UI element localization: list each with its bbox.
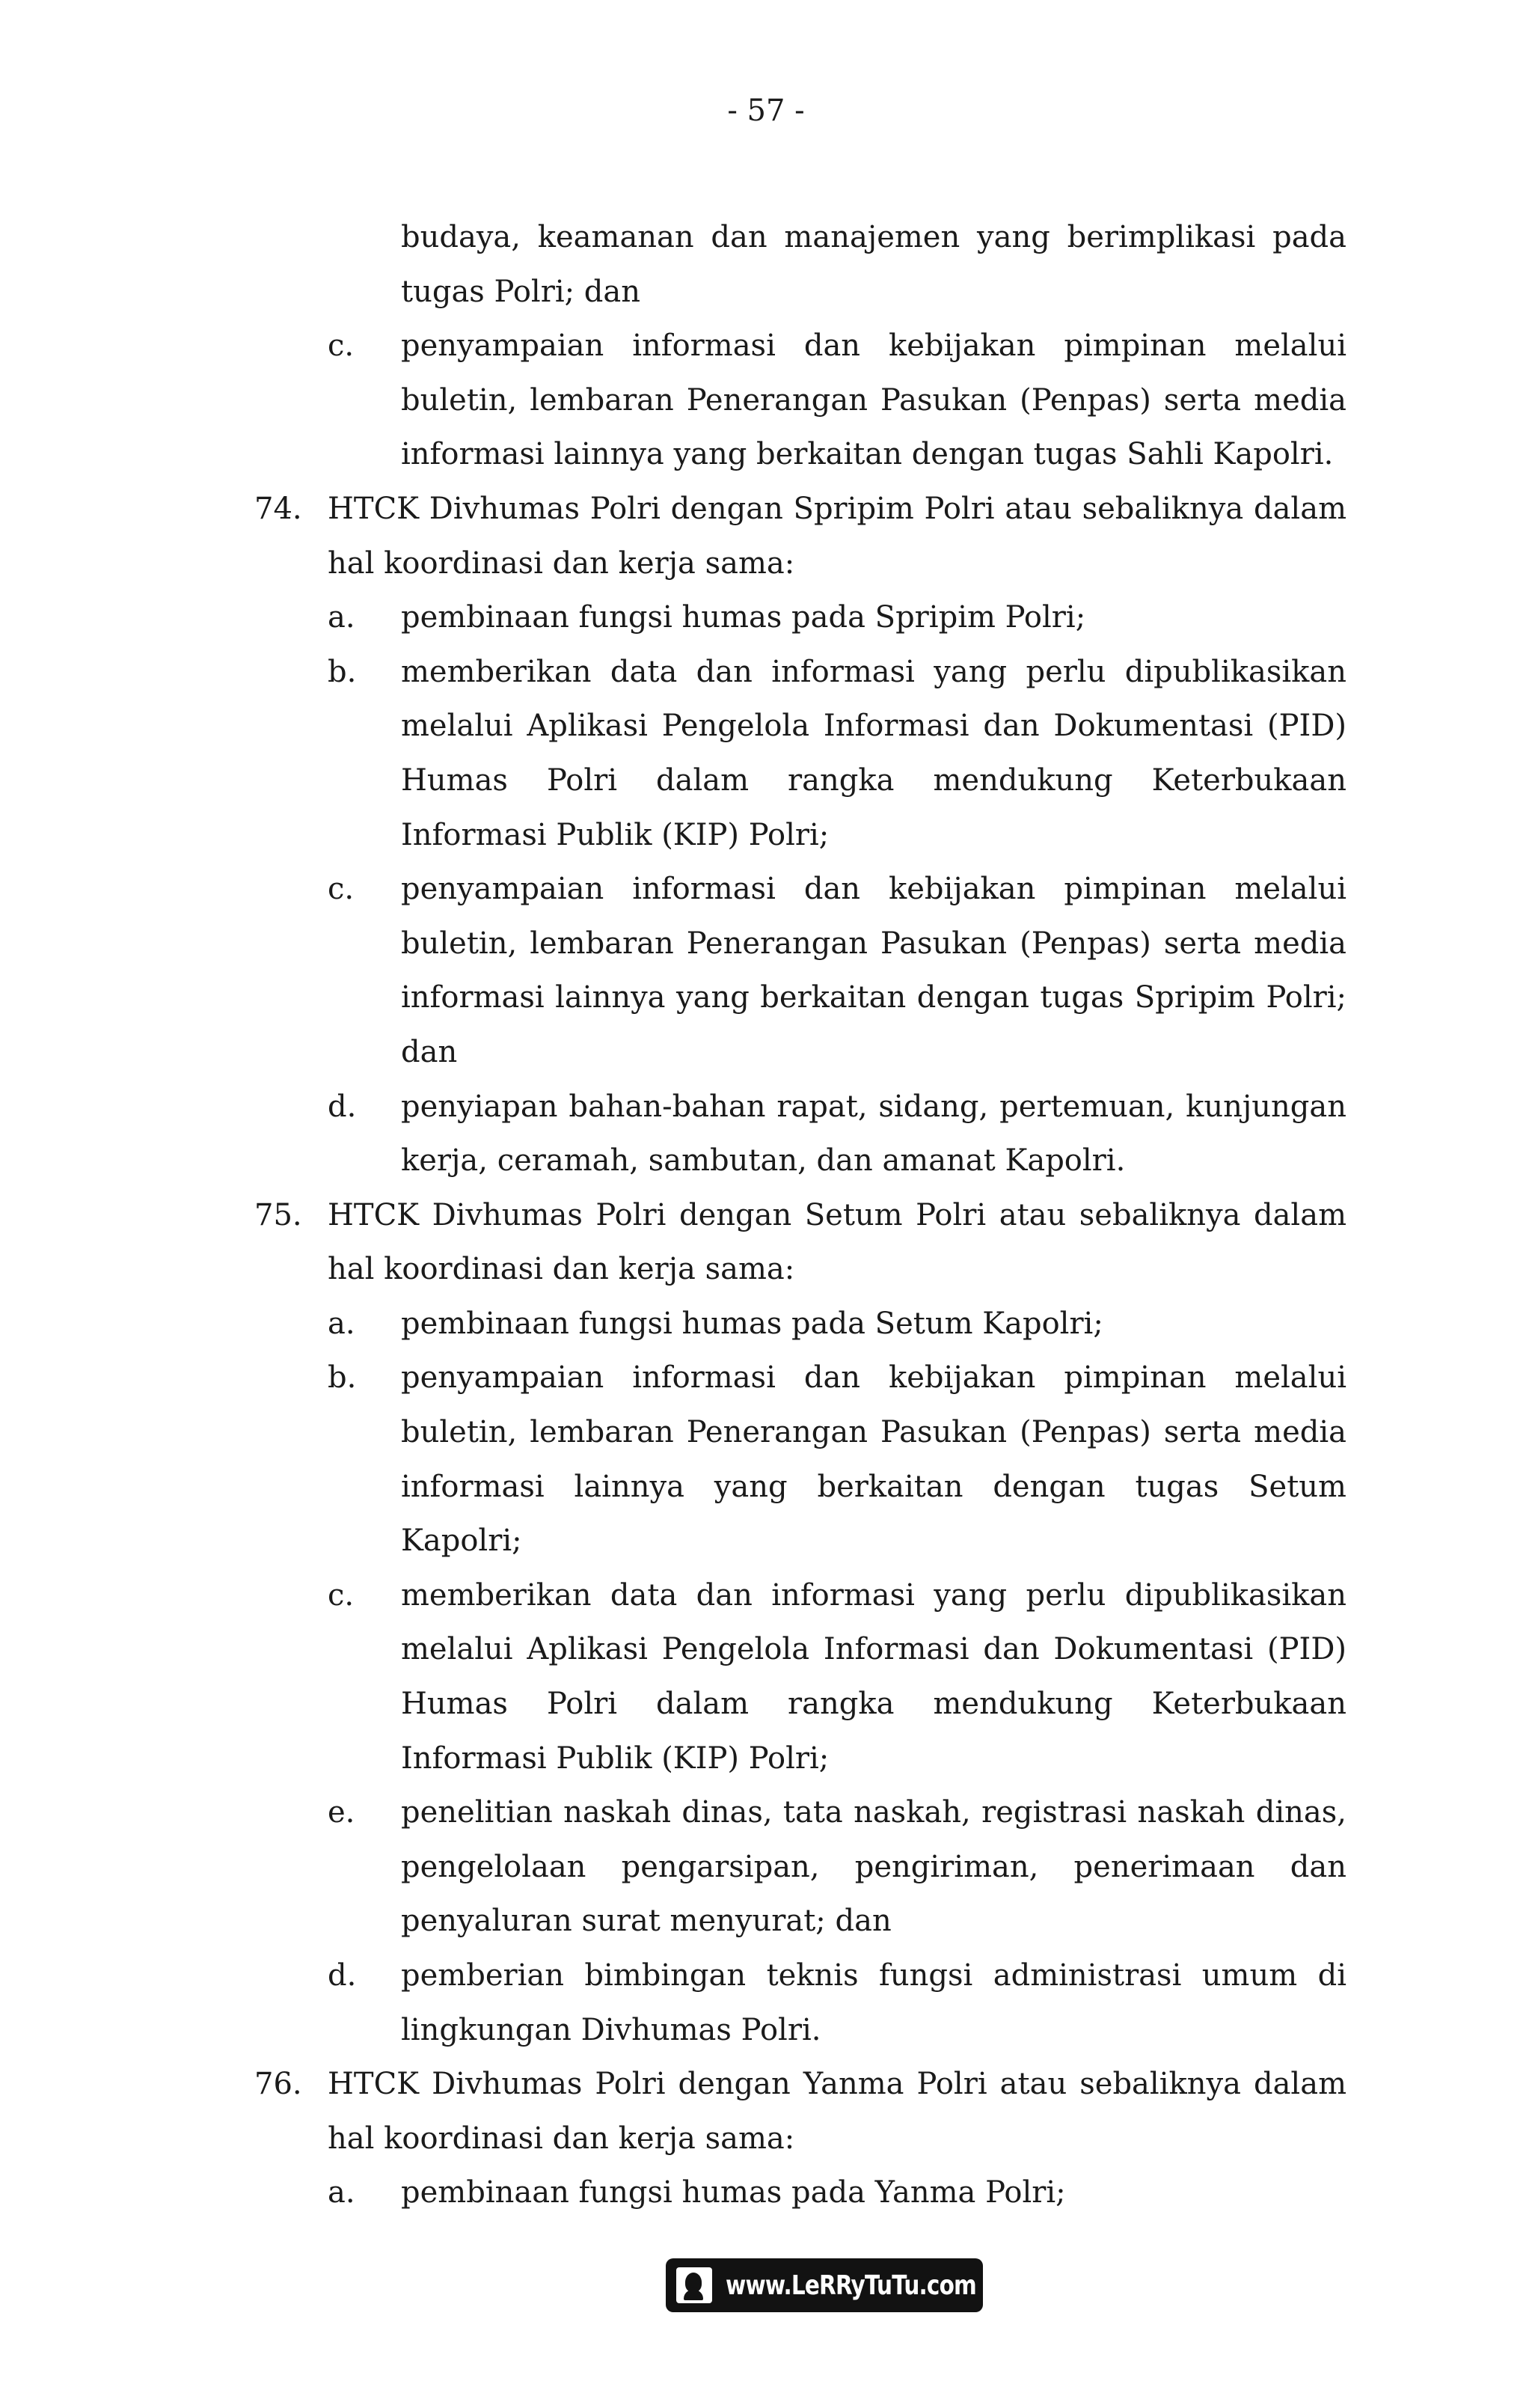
list-item [0,645,1532,862]
section-text: HTCK Divhumas Polri dengan Yanma Polri atau sebaliknya dalam hal koordinasi dan kerja sama: [328,2067,1346,2156]
list-item [0,1080,1532,1188]
list-marker: d. [328,1089,357,1124]
list-item [0,1568,1532,1785]
list-item [0,1351,1532,1568]
list-item-text: pembinaan fungsi humas pada Setum Kapolri; [401,1306,1103,1341]
list-item-text: penyiapan bahan-bahan rapat, sidang, pertemuan, kunjungan kerja, ceramah, sambutan, dan amanat Kapolri. [401,1089,1346,1179]
list-item-text: penyampaian informasi dan kebijakan pimpinan melalui buletin, lembaran Penerangan Pasukan (Penpas) serta media informasi lainnya yang berkaitan dengan tugas Setum Kapolri; [401,1360,1346,1559]
list-item [0,590,1532,645]
list-marker: a. [328,600,355,635]
list-marker: b. [328,1360,357,1396]
list-marker: e. [328,1795,355,1830]
list-item-text: penelitian naskah dinas, tata naskah, registrasi naskah dinas, pengelolaan pengarsipan, pengiriman, penerimaan dan penyaluran surat menyurat; dan [401,1795,1346,1939]
section-text: HTCK Divhumas Polri dengan Spripim Polri atau sebaliknya dalam hal koordinasi dan kerja sama: [328,491,1346,581]
list-item [0,1949,1532,2057]
section-number: 76. [254,2067,302,2102]
document-body [0,210,1532,2220]
list-item [0,862,1532,1079]
section-item-74 [0,482,1532,590]
list-marker: c. [328,1577,355,1613]
list-marker: c. [328,872,355,907]
list-marker: b. [328,654,357,689]
list-item [0,319,1532,482]
section-item-75 [0,1188,1532,1297]
watermark-badge [666,2258,983,2312]
section-text: HTCK Divhumas Polri dengan Setum Polri atau sebaliknya dalam hal koordinasi dan kerja sama: [328,1197,1346,1287]
list-item-text: memberikan data dan informasi yang perlu dipublikasikan melalui Aplikasi Pengelola Informasi dan Dokumentasi (PID) Humas Polri dalam rangka mendukung Keterbukaan Informasi Publik (KIP) Polri; [401,654,1346,852]
page-number: - 57 - [727,94,805,128]
list-marker: c. [328,328,355,364]
list-item-text: pembinaan fungsi humas pada Spripim Polri; [401,600,1086,635]
list-item-text: pemberian bimbingan teknis fungsi administrasi umum di lingkungan Divhumas Polri. [401,1958,1346,2047]
list-item [0,1297,1532,1351]
list-item [0,2166,1532,2220]
section-number: 74. [254,491,302,526]
list-item [0,210,1532,319]
person-silhouette-icon [676,2267,712,2303]
list-item-text: budaya, keamanan dan manajemen yang berimplikasi pada tugas Polri; dan [401,220,1346,309]
list-item-text: penyampaian informasi dan kebijakan pimpinan melalui buletin, lembaran Penerangan Pasukan (Penpas) serta media informasi lainnya yang berkaitan dengan tugas Sahli Kapolri. [401,328,1346,472]
watermark-text: www.LeRRyTuTu.com [726,2270,976,2301]
list-item-text: pembinaan fungsi humas pada Yanma Polri; [401,2175,1066,2210]
list-item-text: penyampaian informasi dan kebijakan pimpinan melalui buletin, lembaran Penerangan Pasukan (Penpas) serta media informasi lainnya yang berkaitan dengan tugas Spripim Polri; dan [401,872,1346,1069]
list-marker: a. [328,2175,355,2210]
list-marker: d. [328,1958,357,1993]
list-item-text: memberikan data dan informasi yang perlu dipublikasikan melalui Aplikasi Pengelola Informasi dan Dokumentasi (PID) Humas Polri dalam rangka mendukung Keterbukaan Informasi Publik (KIP) Polri; [401,1577,1346,1776]
list-item [0,1785,1532,1949]
section-number: 75. [254,1197,302,1232]
list-marker: a. [328,1306,355,1341]
section-item-76 [0,2057,1532,2166]
